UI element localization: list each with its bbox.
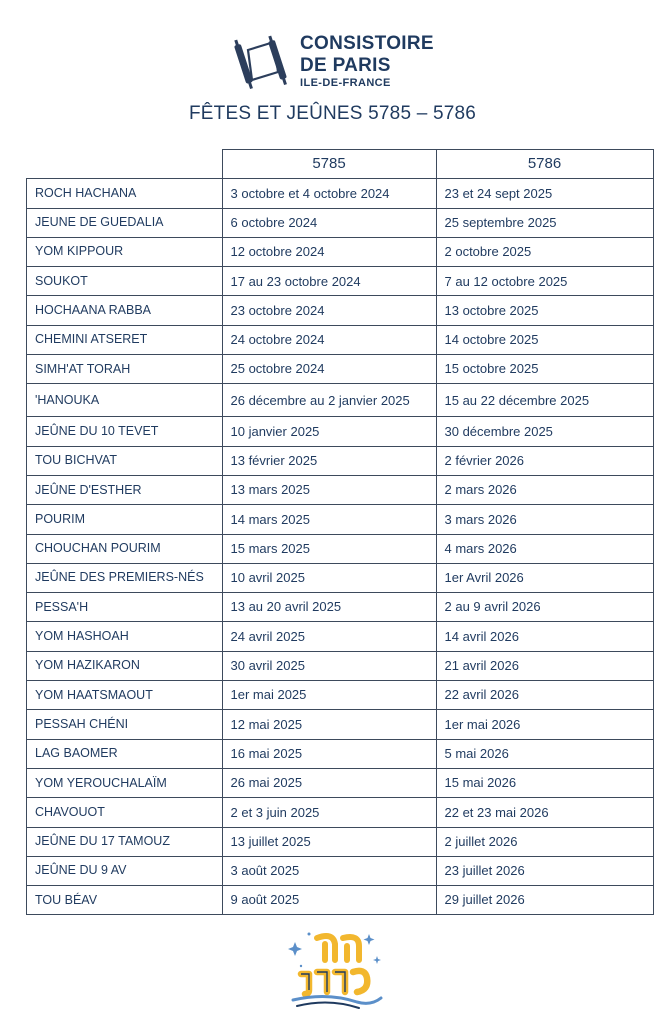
brand-line-1: CONSISTOIRE	[300, 33, 434, 54]
date-5786: 30 décembre 2025	[436, 417, 653, 446]
date-5786: 1er mai 2026	[436, 710, 653, 739]
table-row	[27, 534, 654, 563]
holiday-name: JEÛNE DES PREMIERS-NÉS	[27, 563, 223, 592]
date-5786: 15 mai 2026	[436, 768, 653, 797]
brand-line-2: DE PARIS	[300, 55, 391, 76]
date-5785: 26 mai 2025	[222, 768, 436, 797]
table-row	[27, 739, 654, 768]
date-5785: 15 mars 2025	[222, 534, 436, 563]
holiday-name: YOM KIPPOUR	[27, 237, 223, 266]
date-5786: 5 mai 2026	[436, 739, 653, 768]
date-5785: 12 mai 2025	[222, 710, 436, 739]
header	[0, 30, 665, 100]
table-row	[27, 681, 654, 710]
holiday-name: TOU BICHVAT	[27, 446, 223, 475]
holiday-name: TOU BÉAV	[27, 886, 223, 915]
holiday-name: ROCH HACHANA	[27, 179, 223, 208]
table-row	[27, 651, 654, 680]
date-5786: 7 au 12 octobre 2025	[436, 267, 653, 296]
hebrew-letters-logo-icon	[287, 928, 385, 1012]
brand-name	[300, 34, 434, 89]
date-5786: 22 avril 2026	[436, 681, 653, 710]
table-row	[27, 856, 654, 885]
column-header-5785: 5785	[222, 150, 436, 179]
date-5785: 14 mars 2025	[222, 505, 436, 534]
date-5785: 9 août 2025	[222, 886, 436, 915]
holiday-name: YOM HAZIKARON	[27, 651, 223, 680]
date-5785: 10 avril 2025	[222, 563, 436, 592]
date-5785: 17 au 23 octobre 2024	[222, 267, 436, 296]
date-5786: 14 octobre 2025	[436, 325, 653, 354]
holiday-name: LAG BAOMER	[27, 739, 223, 768]
date-5786: 15 octobre 2025	[436, 355, 653, 384]
table-row	[27, 237, 654, 266]
date-5786: 29 juillet 2026	[436, 886, 653, 915]
holiday-name: CHOUCHAN POURIM	[27, 534, 223, 563]
date-5785: 3 août 2025	[222, 856, 436, 885]
table-header-row	[27, 150, 654, 179]
date-5786: 2 mars 2026	[436, 475, 653, 504]
date-5785: 13 mars 2025	[222, 475, 436, 504]
table-row	[27, 798, 654, 827]
table-row	[27, 593, 654, 622]
table-corner	[27, 150, 223, 179]
date-5786: 23 juillet 2026	[436, 856, 653, 885]
table-row	[27, 296, 654, 325]
date-5785: 16 mai 2025	[222, 739, 436, 768]
table-row	[27, 384, 654, 417]
holiday-name: SIMH'AT TORAH	[27, 355, 223, 384]
table-row	[27, 563, 654, 592]
holiday-name: PESSAH CHÉNI	[27, 710, 223, 739]
table-row	[27, 417, 654, 446]
date-5786: 15 au 22 décembre 2025	[436, 384, 653, 417]
date-5785: 12 octobre 2024	[222, 237, 436, 266]
date-5786: 14 avril 2026	[436, 622, 653, 651]
date-5785: 13 février 2025	[222, 446, 436, 475]
date-5785: 23 octobre 2024	[222, 296, 436, 325]
table-row	[27, 768, 654, 797]
holiday-name: 'HANOUKA	[27, 384, 223, 417]
table-row	[27, 325, 654, 354]
table-row	[27, 475, 654, 504]
holiday-name: PESSA'H	[27, 593, 223, 622]
holiday-name: YOM HAATSMAOUT	[27, 681, 223, 710]
date-5785: 26 décembre au 2 janvier 2025	[222, 384, 436, 417]
holiday-name: CHAVOUOT	[27, 798, 223, 827]
page-title: FÊTES ET JEÛNES 5785 – 5786	[188, 103, 477, 124]
column-header-5786: 5786	[436, 150, 653, 179]
date-5786: 22 et 23 mai 2026	[436, 798, 653, 827]
date-5785: 13 juillet 2025	[222, 827, 436, 856]
holiday-name: POURIM	[27, 505, 223, 534]
holiday-name: JEÛNE DU 9 AV	[27, 856, 223, 885]
date-5785: 10 janvier 2025	[222, 417, 436, 446]
date-5785: 24 avril 2025	[222, 622, 436, 651]
date-5786: 13 octobre 2025	[436, 296, 653, 325]
table-row	[27, 179, 654, 208]
date-5786: 2 juillet 2026	[436, 827, 653, 856]
table-row	[27, 827, 654, 856]
table-row	[27, 355, 654, 384]
table-row	[27, 886, 654, 915]
holidays-table	[26, 149, 654, 915]
date-5786: 25 septembre 2025	[436, 208, 653, 237]
table-row	[27, 267, 654, 296]
date-5785: 25 octobre 2024	[222, 355, 436, 384]
date-5786: 2 octobre 2025	[436, 237, 653, 266]
date-5786: 1er Avril 2026	[436, 563, 653, 592]
date-5786: 3 mars 2026	[436, 505, 653, 534]
table-row	[27, 710, 654, 739]
holiday-name: JEÛNE DU 10 TEVET	[27, 417, 223, 446]
date-5785: 30 avril 2025	[222, 651, 436, 680]
date-5786: 23 et 24 sept 2025	[436, 179, 653, 208]
table-row	[27, 622, 654, 651]
date-5786: 4 mars 2026	[436, 534, 653, 563]
holiday-name: YOM HASHOAH	[27, 622, 223, 651]
date-5786: 21 avril 2026	[436, 651, 653, 680]
date-5785: 13 au 20 avril 2025	[222, 593, 436, 622]
brand-line-3: ILE-DE-FRANCE	[300, 77, 391, 89]
holiday-name: CHEMINI ATSERET	[27, 325, 223, 354]
table-row	[27, 505, 654, 534]
holiday-name: JEUNE DE GUEDALIA	[27, 208, 223, 237]
table-row	[27, 446, 654, 475]
date-5786: 2 février 2026	[436, 446, 653, 475]
table-body	[27, 179, 654, 915]
table-row	[27, 208, 654, 237]
date-5786: 2 au 9 avril 2026	[436, 593, 653, 622]
holiday-name: JEÛNE DU 17 TAMOUZ	[27, 827, 223, 856]
date-5785: 24 octobre 2024	[222, 325, 436, 354]
holiday-name: HOCHAANA RABBA	[27, 296, 223, 325]
date-5785: 2 et 3 juin 2025	[222, 798, 436, 827]
holiday-name: JEÛNE D'ESTHER	[27, 475, 223, 504]
date-5785: 3 octobre et 4 octobre 2024	[222, 179, 436, 208]
date-5785: 6 octobre 2024	[222, 208, 436, 237]
holiday-name: SOUKOT	[27, 267, 223, 296]
date-5785: 1er mai 2025	[222, 681, 436, 710]
holiday-name: YOM YEROUCHALAÏM	[27, 768, 223, 797]
torah-scroll-icon	[232, 34, 292, 96]
